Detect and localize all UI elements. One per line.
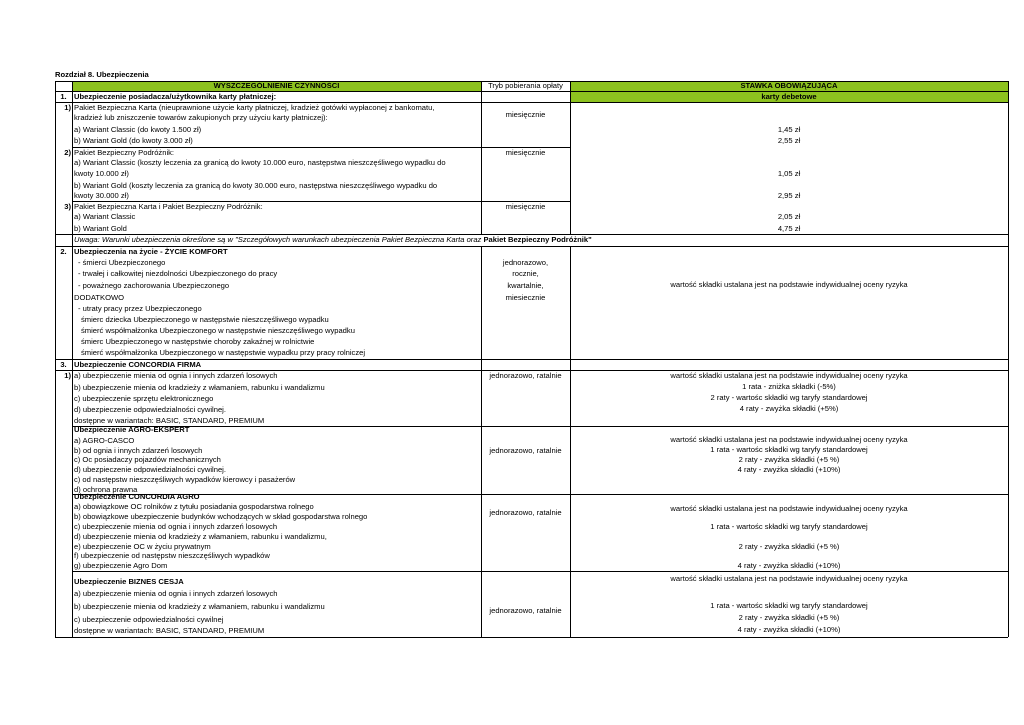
mode-value: rocznie, — [512, 269, 539, 278]
header-col-desc: WYSZCZEGÓLNIENIE CZYNNOŚCI — [213, 81, 340, 90]
grid-line — [55, 637, 1008, 638]
item-text: c) ubezpieczenie sprzętu elektronicznego — [74, 394, 214, 403]
rate-value: 2 raty - zwyżka składki (+5 %) — [738, 455, 840, 464]
item-text: b) obowiązkowe ubezpieczenie budynków wchodzących w skład gospodarstwa rolnego — [74, 512, 368, 521]
item-text: śmierc Ubezpieczonego w następstwie choroby zakaźnej w rolnictwie — [81, 337, 315, 346]
item-text: Pakiet Bezpieczna Karta (nieuprawnione użycie karty płatniczej, kradzież gotówki wypłaconej z bankomatu, — [74, 103, 435, 112]
item-text: kwoty 10.000 zł) — [74, 169, 129, 178]
item-text: d) ubezpieczenie mienia od kradzieży z włamaniem, rabunku i wandalizmu, — [74, 532, 327, 541]
rate-value: 2,55 zł — [777, 136, 801, 145]
item-text: a) obowiązkowe OC rolników z tytułu posiadania gospodarstwa rolnego — [74, 502, 314, 511]
mode-value: jednorazowo, — [502, 258, 549, 267]
grid-line — [481, 246, 482, 637]
section-heading: Ubezpieczenie CONCORDIA AGRO — [74, 492, 200, 501]
rate-value: 2,05 zł — [777, 212, 801, 221]
rate-value: 1 rata - wartośc składki wg taryfy standardowej — [710, 601, 868, 610]
item-text: dostępne w wariantach: BASIC, STANDARD, PREMIUM — [74, 626, 265, 635]
grid-line — [55, 81, 1008, 82]
header-col-rate: STAWKA OBOWIĄZUJĄCA — [740, 81, 838, 90]
mode-value: miesięcznie — [505, 148, 546, 157]
mode-value: miesięcznie — [505, 202, 546, 211]
item-text: kradzież lub zniszczenie towarów zakupionych przy użyciu karty płatniczej): — [74, 113, 328, 122]
mode-value: kwartalnie, — [507, 281, 544, 290]
item-text: c) ubezpieczenie mienia od ognia i innych zdarzeń losowych — [74, 522, 278, 531]
item-number: 3) — [64, 202, 71, 211]
rate-value: 1 rata - wartośc składki wg taryfy standardowej — [710, 445, 868, 454]
mode-value: jednorazowo, ratalnie — [489, 446, 562, 455]
item-text: - poważnego zachorowania Ubezpieczonego — [78, 281, 230, 290]
rate-value: wartość składki ustalana jest na podstawie indywidualnej oceny ryzyka — [670, 504, 908, 513]
item-number: 1) — [64, 103, 71, 112]
item-text: f) ubezpieczenie od następstw nieszczęśliwych wypadków — [74, 551, 270, 560]
rate-value: 1,05 zł — [777, 169, 801, 178]
item-text: a) Wariant Classic (do kwoty 1.500 zł) — [74, 125, 202, 134]
note-bold: Pakiet Bezpieczny Podróżnik" — [483, 235, 592, 244]
rate-value: 2,95 zł — [777, 191, 801, 200]
item-text: - śmierci Ubezpieczonego — [78, 258, 166, 267]
item-text: e) ubezpieczenie OC w życiu prywatnym — [74, 542, 211, 551]
item-text: dostępne w wariantach: BASIC, STANDARD, PREMIUM — [74, 416, 265, 425]
rate-value: wartość składki ustalana jest na podstawie indywidualnej oceny ryzyka — [670, 371, 908, 380]
row-number: 3. — [60, 360, 67, 369]
grid-line — [1008, 81, 1009, 637]
rate-value: 1 rata - zniżka składki (-5%) — [742, 382, 836, 391]
item-text: c) ubezpieczenie odpowiedzialności cywilnej — [74, 615, 224, 624]
section-heading: Ubezpieczenie posiadacza/użytkownika karty płatniczej: — [74, 92, 277, 101]
item-text: c) od następstw nieszczęśliwych wypadków kierowcy i pasażerów — [74, 475, 296, 484]
item-text: b) ubezpieczenie mienia od kradzieży z włamaniem, rabunku i wandalizmu — [74, 383, 325, 392]
mode-value: jednorazowo, ratalnie — [489, 606, 562, 615]
rate-value: 4 raty - zwyżka składki (+10%) — [737, 625, 841, 634]
item-text: Pakiet Bezpieczna Karta i Pakiet Bezpieczny Podróżnik: — [74, 202, 263, 211]
item-text: śmierc dziecka Ubezpieczonego w następstwie nieszczęśliwego wypadku — [81, 315, 329, 324]
header-col-mode: Tryb pobierania opłaty — [488, 81, 563, 90]
grid-line — [72, 571, 1008, 572]
item-number: 2) — [64, 148, 71, 157]
item-text: kwoty 30.000 zł) — [74, 191, 129, 200]
row-number: 1. — [60, 92, 67, 101]
mode-value: miesięcznie — [505, 110, 546, 119]
item-text: b) Wariant Gold (koszty leczenia za granicą do kwoty 30.000 euro, następstwa nieszczęśliwego wypadku do — [74, 181, 438, 190]
rate-value: 1 rata - wartośc składki wg taryfy standardowej — [710, 522, 868, 531]
section-heading: Ubezpieczenia na życie - ŻYCIE KOMFORT — [74, 247, 228, 256]
mode-value: jednorazowo, ratalnie — [489, 508, 562, 517]
item-text: g) ubezpieczenie Agro Dom — [74, 561, 168, 570]
item-text: - utraty pracy przez Ubezpieczonego — [78, 304, 202, 313]
item-text: śmierć współmałżonka Ubezpieczonego w następstwie wypadku przy pracy rolniczej — [81, 348, 366, 357]
rate-value: 4 raty - zwyżka składki (+5%) — [739, 404, 839, 413]
section-heading: Ubezpieczenie AGRO-EKSPERT — [74, 425, 190, 434]
rate-value: 1,45 zł — [777, 125, 801, 134]
grid-line — [72, 426, 1008, 427]
item-text: b) ubezpieczenie mienia od kradzieży z włamaniem, rabunku i wandalizmu — [74, 602, 325, 611]
item-text: a) Wariant Classic — [74, 212, 136, 221]
rate-value: 4 raty - zwyżka składki (+10%) — [737, 465, 841, 474]
mode-value: miesiecznie — [505, 293, 546, 302]
item-text: Pakiet Bezpieczny Podróżnik: — [74, 148, 175, 157]
note-italic: Uwaga: Warunki ubezpieczenia określone są w "Szczegółowych warunkach ubezpieczenia Pakiet Bezpieczna Karta oraz — [74, 235, 482, 244]
rate-value: 2 raty - zwyżka składki (+5 %) — [738, 613, 840, 622]
section-heading: Ubezpieczenie BIZNES CESJA — [74, 577, 184, 586]
note — [74, 235, 592, 245]
rate-value: 2 raty - wartośc składki wg taryfy standardowej — [710, 393, 868, 402]
item-text: d) ubezpieczenie odpowiedzialności cywilnej. — [74, 405, 226, 414]
rate-value: wartość składki ustalana jest na podstawie indywidualnej oceny ryzyka — [670, 280, 908, 289]
item-text: śmierć współmałżonka Ubezpieczonego w następstwie nieszczęśliwego wypadku — [81, 326, 355, 335]
section-title: Rozdział 8. Ubezpieczenia — [55, 70, 149, 79]
item-text: DODATKOWO — [74, 293, 125, 302]
item-text: d) ubezpieczenie odpowiedzialności cywilnej. — [74, 465, 226, 474]
item-text: b) Wariant Gold — [74, 224, 127, 233]
section-heading: Ubezpieczenie CONCORDIA FIRMA — [74, 360, 202, 369]
item-text: b) od ognia i innych zdarzeń losowych — [74, 446, 203, 455]
mode-value: jednorazowo, ratalnie — [489, 371, 562, 380]
rate-value: 2 raty - zwyżka składki (+5 %) — [738, 542, 840, 551]
rate-value: wartość składki ustalana jest na podstawie indywidualnej oceny ryzyka — [670, 435, 908, 444]
item-number: 1) — [64, 371, 71, 380]
item-text: a) ubezpieczenie mienia od ognia i innych zdarzeń losowych — [74, 371, 278, 380]
rate-value: 4 raty - zwyżka składki (+10%) — [737, 561, 841, 570]
row-number: 2. — [60, 247, 67, 256]
item-text: - trwałej i całkowitej niezdolności Ubezpieczonego do pracy — [78, 269, 278, 278]
item-text: d) ochrona prawna — [74, 485, 138, 494]
rate-value: 4,75 zł — [777, 224, 801, 233]
item-text: a) AGRO-CASCO — [74, 436, 135, 445]
header-subheader-rate: karty debetowe — [761, 92, 817, 101]
item-text: c) Oc posiadaczy pojazdów mechanicznych — [74, 455, 221, 464]
item-text: a) Wariant Classic (koszty leczenia za granicą do kwoty 10.000 euro, następstwa nieszczęśliwego wypadku do — [74, 158, 446, 167]
item-text: b) Wariant Gold (do kwoty 3.000 zł) — [74, 136, 193, 145]
item-text: a) ubezpieczenie mienia od ognia i innych zdarzeń losowych — [74, 589, 278, 598]
rate-value: wartość składki ustalana jest na podstawie indywidualnej oceny ryzyka — [670, 574, 908, 583]
grid-line — [72, 494, 1008, 495]
